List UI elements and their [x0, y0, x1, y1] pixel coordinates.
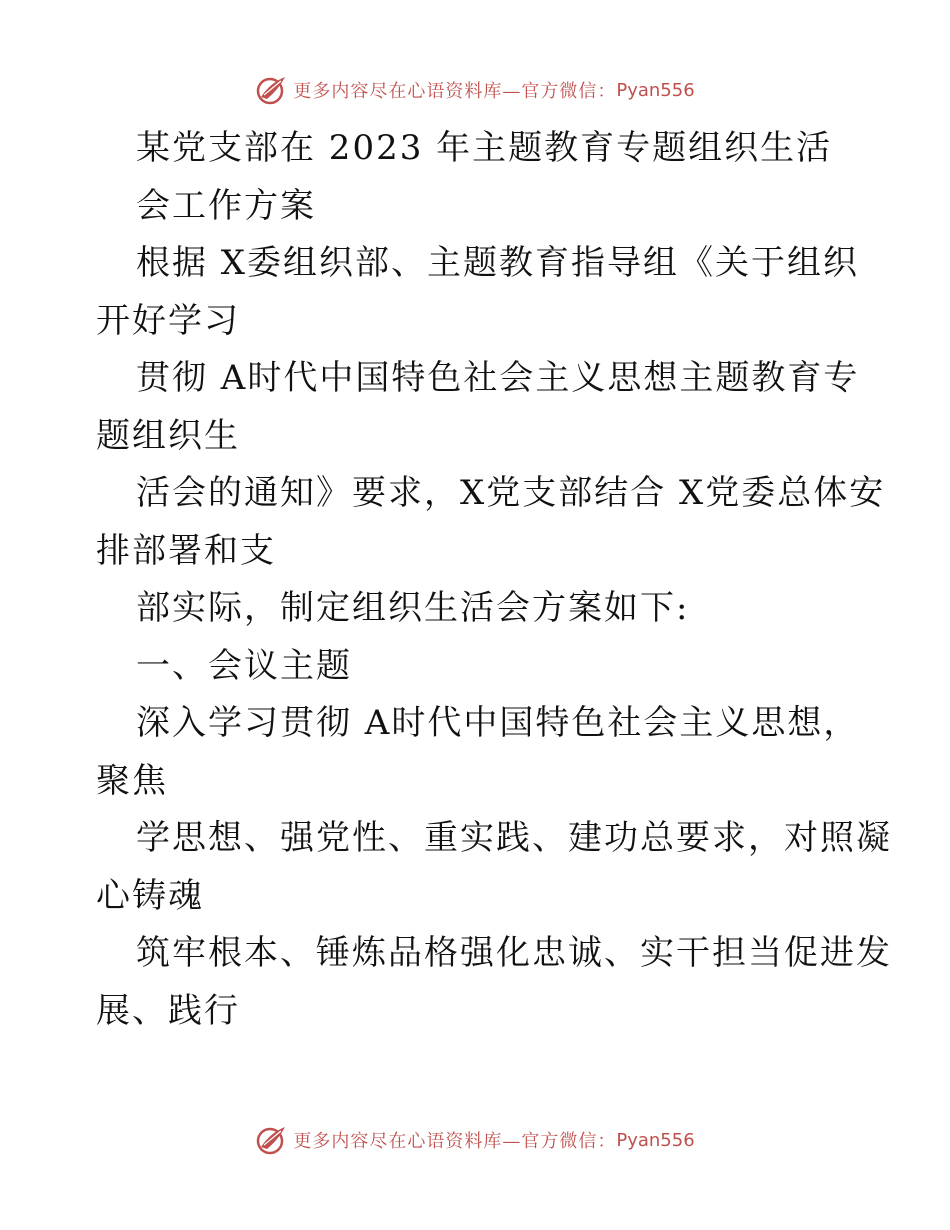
- paragraph-line: 聚焦: [96, 760, 168, 801]
- paragraph-line: 开好学习: [96, 300, 240, 341]
- paragraph-line: 部实际，制定组织生活会方案如下:: [136, 588, 690, 628]
- section-heading: 一、会议主题: [136, 645, 352, 686]
- footer-watermark: [0, 1120, 950, 1160]
- paragraph-line: 筑牢根本、锤炼品格强化忠诚、实干担当促进发: [136, 933, 892, 973]
- paragraph-line: 展、践行: [96, 990, 240, 1031]
- document-title-line-1: 某党支部在 2023 年主题教育专题组织生活: [136, 128, 833, 168]
- paragraph-line: 根据 X委组织部、主题教育指导组《关于组织: [136, 243, 860, 283]
- quill-logo-icon: [255, 73, 289, 107]
- header-watermark: [0, 70, 950, 110]
- paragraph-line: 排部署和支: [96, 530, 276, 571]
- document-title-line-2: 会工作方案: [136, 185, 316, 226]
- paragraph-line: 贯彻 A时代中国特色社会主义思想主题教育专: [136, 358, 860, 398]
- watermark-text: 更多内容尽在心语资料库—官方微信：: [293, 81, 617, 102]
- document-body: [96, 120, 892, 1040]
- watermark-handle: Pyan556: [616, 1129, 695, 1151]
- paragraph-line: 深入学习贯彻 A时代中国特色社会主义思想，: [136, 703, 860, 743]
- paragraph-line: 活会的通知》要求，X党支部结合 X党委总体安: [136, 473, 886, 513]
- quill-logo-icon: [255, 1123, 289, 1157]
- watermark-handle: Pyan556: [616, 79, 695, 101]
- paragraph-line: 学思想、强党性、重实践、建功总要求，对照凝: [136, 818, 892, 858]
- watermark-text: 更多内容尽在心语资料库—官方微信：: [293, 1131, 617, 1152]
- paragraph-line: 题组织生: [96, 415, 240, 456]
- paragraph-line: 心铸魂: [96, 875, 204, 916]
